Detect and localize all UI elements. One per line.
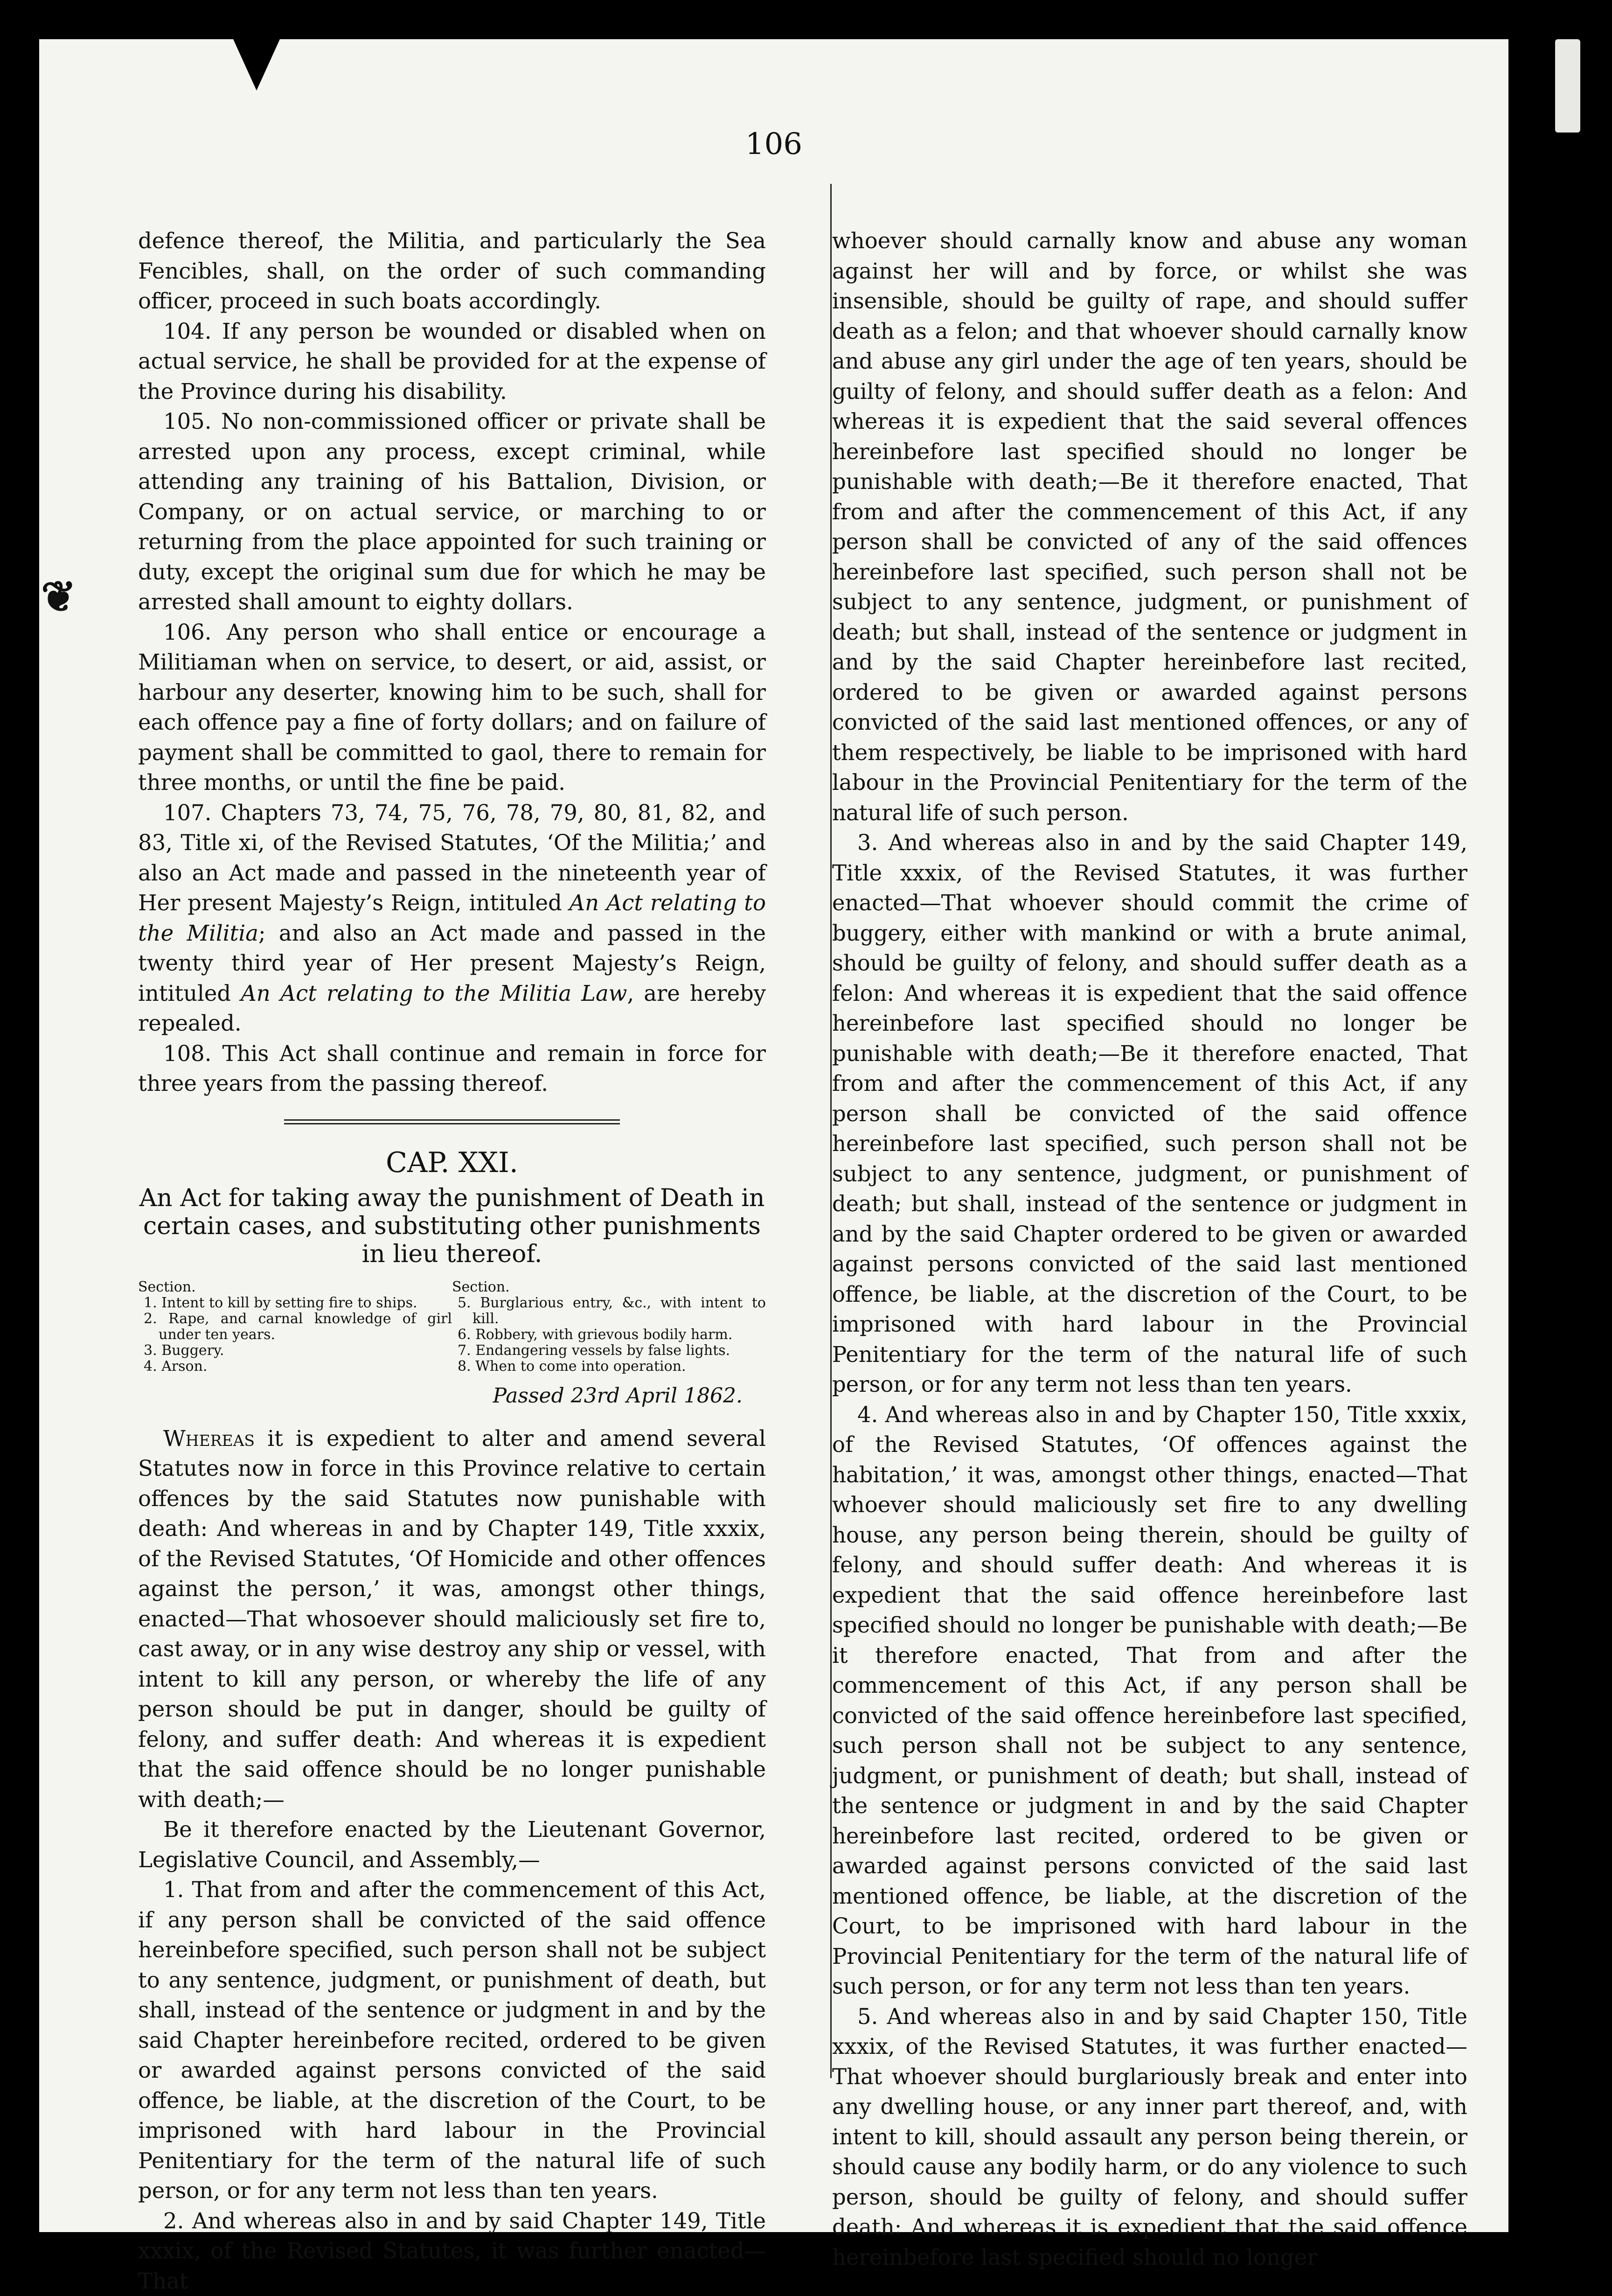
- column-divider: [830, 184, 832, 2078]
- section-index-left: [138, 1279, 452, 1375]
- section-105: 105. No non-commissioned officer or private shall be arrested upon any process, except criminal, while attending any training of his Battalion, Division, or Company, or on actual service, or marching to or returning from the place appointed for such training or duty, except the original sum due for which he may be arrested shall amount to eighty dollars.: [138, 406, 766, 617]
- section-index-header: Section.: [452, 1279, 766, 1295]
- section-107-text-a: 107. Chapters 73, 74, 75, 76, 78, 79, 80, 81, 82, and 83, Title xi, of the Revised Statutes, ‘Of the Militia;’ and also an Act made and passed in the nineteenth year of Her present Majesty’s Reign, intituled: [138, 800, 766, 916]
- preamble: [138, 1424, 766, 1815]
- paragraph-continuation: defence thereof, the Militia, and particularly the Sea Fencibles, shall, on the order of such commanding officer, proceed in such boats accordingly.: [138, 226, 766, 316]
- section-index-item: 7. Endangering vessels by false lights.: [452, 1343, 766, 1359]
- section-107-act-title-2: An Act relating to the Militia Law: [241, 981, 627, 1006]
- section-index-item: 4. Arson.: [138, 1359, 452, 1375]
- right-column: [832, 226, 1467, 2272]
- handwritten-mark: ❦: [41, 572, 76, 621]
- preamble-first-word: Whereas: [163, 1426, 255, 1451]
- section-1: 1. That from and after the commencement of this Act, if any person shall be convicted of the said offence hereinbefore specified, such person shall not be subject to any sentence, judgment, or punishment of death, but shall, instead of the sentence or judgment in and by the said Chapter hereinbefore recited, ordered to be given or awarded against persons convicted of the said offence, be liable, at the discretion of the Court, to be imprisoned with hard labour in the Provincial Penitentiary for the term of the natural life of such person, or for any term not less than ten years.: [138, 1875, 766, 2206]
- section-index: [138, 1279, 766, 1375]
- section-104: 104. If any person be wounded or disabled when on actual service, he shall be provided for at the expense of the Province during his disability.: [138, 316, 766, 407]
- section-4: 4. And whereas also in and by Chapter 150, Title xxxix, of the Revised Statutes, ‘Of offences against the habitation,’ it was, amongst other things, enacted—That whoever should maliciously set fire to any dwelling house, any person being therein, should be guilty of felony, and should suffer death: And whereas it is expedient that the said offence hereinbefore last specified should no longer be punishable with death;—Be it therefore enacted, That from and after the commencement of this Act, if any person shall be convicted of the said offence hereinbefore last specified, such person shall not be subject to any sentence, judgment, or punishment of death; but shall, instead of the sentence or judgment in and by the said Chapter hereinbefore last recited, ordered to be given or awarded against persons convicted of the said last mentioned offence, be liable, at the discretion of the Court, to be imprisoned with hard labour in the Provincial Penitentiary for the term of the natural life of such person, or for any term not less than ten years.: [832, 1400, 1467, 2002]
- section-index-item: 5. Burglarious entry, &c., with intent to kill.: [452, 1295, 766, 1327]
- section-108: 108. This Act shall continue and remain in force for three years from the passing thereof.: [138, 1039, 766, 1099]
- section-107-act-title-1: An Act relating to the Militia: [138, 890, 766, 946]
- section-107-text-c: ; and also an Act made and passed in the twenty third year of Her present Majesty’s Reign, intituled: [138, 921, 766, 1006]
- passed-date: Passed 23rd April 1862.: [138, 1381, 743, 1411]
- section-107-text-e: , are hereby repealed.: [138, 981, 766, 1036]
- section-2-continuation: whoever should carnally know and abuse any woman against her will and by force, or whilst she was insensible, should be guilty of rape, and should suffer death as a felon; and that whoever should carnally know and abuse any girl under the age of ten years, should be guilty of felony, and should suffer death as a felon: And whereas it is expedient that the said several offences hereinbefore last specified should no longer be punishable with death;—Be it therefore enacted, That from and after the commencement of this Act, if any person shall be convicted of any of the said offences hereinbefore last specified, such person shall not be subject to any sentence, judgment, or punishment of death; but shall, instead of the sentence or judgment in and by the said Chapter hereinbefore last recited, ordered to be given or awarded against persons convicted of the said last mentioned offences, or any of them respectively, be liable to be imprisoned with hard labour in the Provincial Penitentiary for the term of the natural life of such person.: [832, 226, 1467, 828]
- section-3: 3. And whereas also in and by the said Chapter 149, Title xxxix, of the Revised Statutes, it was further enacted—That whoever should commit the crime of buggery, either with mankind or with a brute animal, should be guilty of felony, and should suffer death as a felon: And whereas it is expedient that the said offence hereinbefore last specified should no longer be punishable with death;—Be it therefore enacted, That from and after the commencement of this Act, if any person shall be convicted of the said offence hereinbefore last specified, such person shall not be subject to any sentence, judgment, or punishment of death; but shall, instead of the sentence or judgment in and by the said Chapter ordered to be given or awarded against persons convicted of the said last mentioned offence, be liable, at the discretion of the Court, to be imprisoned with hard labour in the Provincial Penitentiary for the term of the natural life of such person, or for any term not less than ten years.: [832, 828, 1467, 1400]
- section-2: 2. And whereas also in and by said Chapter 149, Title xxxix, of the Revised Statutes, it was further enacted—That: [138, 2206, 766, 2296]
- section-index-item: 8. When to come into operation.: [452, 1359, 766, 1375]
- section-index-right: [452, 1279, 766, 1375]
- section-index-item: 6. Robbery, with grievous bodily harm.: [452, 1327, 766, 1343]
- page-number: 106: [39, 127, 1508, 161]
- section-5: 5. And whereas also in and by said Chapter 150, Title xxxix, of the Revised Statutes, it was further enacted—That whoever should burglariously break and enter into any dwelling house, or any inner part thereof, and, with intent to kill, should assault any person being therein, or should cause any bodily harm, or do any violence to such person, should be guilty of felony, and should suffer death: And whereas it is expedient that the said offence hereinbefore last specified should no longer: [832, 2002, 1467, 2273]
- section-index-item: 1. Intent to kill by setting fire to ships.: [138, 1295, 452, 1311]
- chapter-heading: CAP. XXI.: [138, 1148, 766, 1178]
- left-column: [138, 226, 766, 2296]
- preamble-text: it is expedient to alter and amend several Statutes now in force in this Province relative to certain offences by the said Statutes now punishable with death: And whereas in and by Chapter 149, Title xxxix, of the Revised Statutes, ‘Of Homicide and other offences against the person,’ it was, amongst other things, enacted—That whosoever should maliciously set fire to, cast away, or in any wise destroy any ship or vessel, with intent to kill any person, or whereby the life of any person should be put in danger, should be guilty of felony, and suffer death: And whereas it is expedient that the said offence should be no longer punishable with death;—: [138, 1426, 766, 1812]
- section-107: [138, 798, 766, 1039]
- enacting-clause: Be it therefore enacted by the Lieutenant Governor, Legislative Council, and Assembly,—: [138, 1814, 766, 1875]
- section-index-item: 3. Buggery.: [138, 1343, 452, 1359]
- page-edge-tab: [1555, 39, 1580, 133]
- double-rule: [284, 1119, 620, 1124]
- document-page: [39, 39, 1508, 2232]
- section-index-header: Section.: [138, 1279, 452, 1295]
- act-title: An Act for taking away the punishment of Death in certain cases, and substituting other punishments in lieu thereof.: [138, 1184, 766, 1268]
- page-corner-notch: [233, 39, 280, 91]
- section-106: 106. Any person who shall entice or encourage a Militiaman when on service, to desert, or aid, assist, or harbour any deserter, knowing him to be such, shall for each offence pay a fine of forty dollars; and on failure of payment shall be committed to gaol, there to remain for three months, or until the fine be paid.: [138, 617, 766, 798]
- section-index-item: 2. Rape, and carnal knowledge of girl under ten years.: [138, 1311, 452, 1343]
